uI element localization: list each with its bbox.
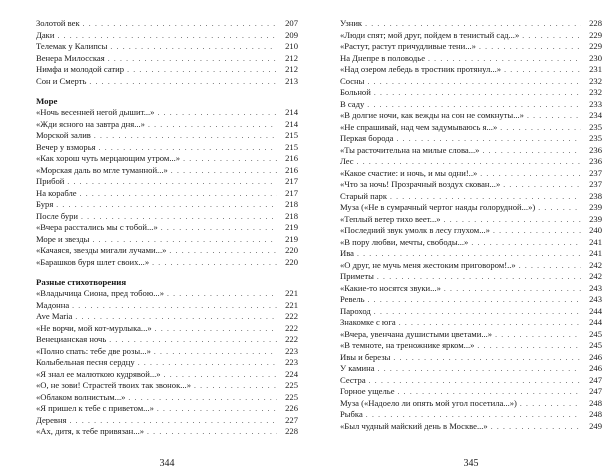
toc-entry — [340, 225, 602, 237]
section-heading: Разные стихотворения — [36, 277, 127, 287]
toc-entry — [36, 403, 298, 415]
entry-page-number: 216 — [285, 164, 298, 175]
entry-title: Море и звезды — [36, 233, 90, 244]
entry-page-number: 207 — [285, 18, 298, 28]
entry-title: «Как хорош чуть мерцающим утром...» — [36, 153, 181, 163]
dot-leader — [367, 76, 581, 88]
toc-entry — [36, 119, 298, 131]
toc-entry — [340, 18, 602, 30]
entry-page-number: 216 — [285, 153, 298, 163]
entry-title: «Был чудный майский день в Москве...» — [340, 420, 488, 431]
toc-entry — [36, 130, 298, 142]
entry-page-number: 246 — [589, 363, 602, 373]
dot-leader — [155, 323, 277, 335]
dot-leader — [152, 257, 277, 269]
entry-page-number: 248 — [589, 409, 602, 419]
toc-entry — [36, 30, 298, 42]
entry-title: «В темноте, на треножнике ярком...» — [340, 340, 475, 350]
entry-page-number: 245 — [589, 340, 602, 350]
entry-title: «Ты расточительна на милые слова...» — [340, 144, 480, 155]
entry-title: Горное ущелье — [340, 386, 395, 396]
entry-title: Старый парк — [340, 190, 387, 201]
dot-leader — [519, 260, 581, 272]
toc-entry — [340, 340, 602, 352]
dot-leader — [367, 99, 581, 111]
dot-leader — [109, 334, 277, 346]
toc-entry — [36, 176, 298, 188]
entry-title: «Люди спят; мой друг, пойдем в тенистый сад...» — [340, 29, 520, 40]
toc-entry — [340, 271, 602, 283]
entry-title: Морской залив — [36, 130, 91, 140]
entry-page-number: 248 — [589, 397, 602, 408]
entry-page-number: 229 — [589, 41, 602, 51]
entry-page-number: 239 — [589, 202, 602, 212]
entry-title: «Растут, растут причудливые тени...» — [340, 41, 476, 51]
dot-leader — [148, 119, 277, 131]
dot-leader — [398, 386, 581, 398]
toc-entry — [340, 53, 602, 65]
entry-page-number: 222 — [285, 322, 298, 333]
toc-entry — [36, 245, 298, 257]
toc-entry — [36, 380, 298, 392]
entry-title: После бури — [36, 210, 79, 221]
dot-leader — [393, 352, 581, 364]
toc-entry — [340, 191, 602, 203]
entry-title: Нимфа и молодой сатир — [36, 64, 125, 74]
entry-title: «О друг, не мучь меня жестоким приговором!..» — [340, 259, 516, 270]
toc-entry — [340, 202, 602, 214]
toc-entry — [340, 30, 602, 42]
page-number: 344 — [159, 458, 175, 469]
toc-entry — [36, 323, 298, 335]
entry-title: Колыбельная песня сердцу — [36, 357, 135, 367]
entry-title: Приметы — [340, 271, 374, 281]
dot-leader — [194, 380, 277, 392]
dot-leader — [365, 18, 581, 30]
entry-title: «Барашков буря шлет своих...» — [36, 256, 150, 267]
toc-entry — [340, 398, 602, 410]
entry-page-number: 241 — [589, 236, 602, 247]
dot-leader — [161, 222, 277, 234]
entry-title: «Жди ясного на завтра дня...» — [36, 118, 145, 129]
entry-page-number: 242 — [589, 271, 602, 281]
entry-page-number: 221 — [285, 299, 298, 310]
entry-title: «Что за ночь! Прозрачный воздух скован...» — [340, 179, 501, 189]
entry-title: Буря — [36, 199, 54, 209]
dot-leader — [374, 306, 581, 318]
entry-page-number: 215 — [285, 141, 298, 152]
toc-entry — [340, 283, 602, 295]
dot-leader — [482, 145, 581, 157]
section-heading: Море — [36, 96, 58, 106]
entry-page-number: 238 — [589, 190, 602, 201]
entry-title: Золотой век — [36, 18, 80, 28]
toc-entry — [36, 211, 298, 223]
toc-entry — [340, 421, 602, 433]
entry-page-number: 221 — [285, 288, 298, 298]
entry-title: Сестра — [340, 374, 366, 385]
dot-leader — [377, 271, 581, 283]
dot-leader — [538, 202, 581, 214]
dot-leader — [92, 234, 277, 246]
toc-entry — [36, 288, 298, 300]
entry-page-number: 210 — [285, 41, 298, 51]
entry-title: Деревня — [36, 414, 67, 425]
entry-page-number: 228 — [589, 18, 602, 28]
entry-page-number: 212 — [285, 52, 298, 63]
entry-page-number: 244 — [589, 305, 602, 316]
toc-entry — [36, 334, 298, 346]
dot-leader — [128, 392, 277, 404]
dot-leader — [493, 225, 581, 237]
entry-page-number: 213 — [285, 75, 298, 86]
toc-entry — [340, 41, 602, 53]
dot-leader — [157, 107, 277, 119]
dot-leader — [183, 153, 277, 165]
dot-leader — [366, 409, 581, 421]
toc-entry — [340, 64, 602, 76]
dot-leader — [491, 421, 581, 433]
entry-page-number: 231 — [589, 64, 602, 74]
entry-page-number: 249 — [589, 420, 602, 431]
entry-title: «Облаком волнистым...» — [36, 391, 126, 402]
page-number: 345 — [463, 458, 479, 469]
dot-leader — [390, 191, 581, 203]
entry-title: «Полно спать: тебе две розы...» — [36, 345, 151, 356]
entry-page-number: 214 — [285, 107, 298, 117]
entry-page-number: 247 — [589, 374, 602, 385]
dot-leader — [495, 329, 581, 341]
entry-title: Муза («Надоело ли опять мой угол посетила...») — [340, 397, 517, 408]
entry-title: Перкая борода — [340, 133, 394, 143]
entry-page-number: 217 — [285, 176, 298, 186]
toc-entry — [36, 392, 298, 404]
entry-page-number: 241 — [589, 248, 602, 258]
left-toc — [36, 18, 298, 438]
entry-page-number: 230 — [589, 52, 602, 63]
toc-entry — [340, 214, 602, 226]
entry-title: Ревель — [340, 294, 365, 304]
dot-leader — [154, 346, 277, 358]
entry-page-number: 225 — [285, 380, 298, 390]
entry-title: Муза («Не в сумрачный чертог наяды голорудной...») — [340, 202, 536, 212]
toc-entry — [36, 369, 298, 381]
entry-page-number: 218 — [285, 210, 298, 221]
toc-entry — [36, 199, 298, 211]
toc-entry — [340, 76, 602, 88]
entry-page-number: 232 — [589, 87, 602, 97]
entry-title: «Владычица Сиона, пред тобою...» — [36, 288, 164, 298]
toc-entry — [340, 99, 602, 111]
toc-entry — [36, 64, 298, 76]
entry-title: «Ночь весенней негой дышит...» — [36, 107, 155, 117]
dot-leader — [444, 214, 581, 226]
dot-leader — [504, 64, 581, 76]
entry-page-number: 225 — [285, 391, 298, 402]
entry-page-number: 247 — [589, 386, 602, 396]
entry-title: «Над озером лебедь в тростник протянул...» — [340, 64, 502, 74]
right-page — [340, 18, 602, 469]
entry-page-number: 218 — [285, 199, 298, 209]
entry-page-number: 222 — [285, 334, 298, 344]
dot-leader — [396, 133, 581, 145]
entry-page-number: 220 — [285, 256, 298, 267]
toc-entry — [36, 222, 298, 234]
dot-leader — [169, 245, 277, 257]
dot-leader — [138, 357, 277, 369]
entry-page-number: 227 — [285, 414, 298, 425]
entry-title: «Я знал ее малюткою кудрявой...» — [36, 368, 161, 379]
dot-leader — [70, 415, 277, 427]
dot-leader — [527, 110, 581, 122]
toc-entry — [36, 300, 298, 312]
toc-entry — [36, 18, 298, 30]
entry-page-number: 239 — [589, 213, 602, 224]
toc-entry — [340, 386, 602, 398]
toc-entry — [340, 306, 602, 318]
entry-title: Больной — [340, 87, 371, 97]
dot-leader — [378, 363, 581, 375]
dot-leader — [89, 76, 277, 88]
dot-leader — [522, 30, 581, 42]
dot-leader — [428, 53, 581, 65]
entry-title: На Днепре в половодье — [340, 52, 426, 63]
dot-leader — [110, 41, 277, 53]
dot-leader — [171, 165, 277, 177]
dot-leader — [83, 18, 277, 30]
toc-entry — [340, 375, 602, 387]
toc-entry — [340, 329, 602, 341]
toc-entry — [36, 53, 298, 65]
entry-page-number: 237 — [589, 179, 602, 189]
entry-page-number: 243 — [589, 294, 602, 304]
dot-leader — [81, 211, 277, 223]
entry-page-number: 228 — [285, 426, 298, 436]
entry-title: «Я пришел к тебе с приветом...» — [36, 403, 154, 413]
toc-entry — [36, 234, 298, 246]
entry-title: «В пору любви, мечты, свободы...» — [340, 236, 469, 247]
entry-title: «Ах, дитя, к тебе привязан...» — [36, 426, 145, 436]
dot-leader — [374, 87, 581, 99]
entry-title: Даки — [36, 29, 55, 40]
entry-title: «Какие-то носятся звуки...» — [340, 282, 441, 293]
dot-leader — [357, 156, 581, 168]
toc-entry — [340, 145, 602, 157]
dot-leader — [500, 122, 581, 134]
entry-title: Венера Милосская — [36, 52, 105, 63]
toc-entry — [36, 165, 298, 177]
dot-leader — [56, 199, 277, 211]
entry-title: Рыбка — [340, 409, 363, 419]
toc-entry — [340, 87, 602, 99]
entry-title: «Качаяся, звезды мигали лучами...» — [36, 245, 167, 255]
entry-page-number: 212 — [285, 64, 298, 74]
entry-page-number: 219 — [285, 222, 298, 232]
toc-entry — [36, 357, 298, 369]
toc-entry — [340, 363, 602, 375]
dot-leader — [57, 30, 277, 42]
toc-entry — [36, 346, 298, 358]
toc-entry — [36, 41, 298, 53]
entry-page-number: 240 — [589, 225, 602, 235]
entry-page-number: 224 — [285, 368, 298, 379]
dot-leader — [369, 375, 581, 387]
entry-title: Ивы и березы — [340, 351, 391, 362]
entry-page-number: 214 — [285, 118, 298, 129]
toc-entry — [36, 153, 298, 165]
toc-entry — [340, 317, 602, 329]
entry-page-number: 215 — [285, 130, 298, 140]
entry-page-number: 222 — [285, 311, 298, 321]
entry-page-number: 223 — [285, 345, 298, 356]
entry-title: Знакомке с юга — [340, 317, 396, 327]
entry-title: Ива — [340, 248, 354, 258]
entry-title: «В долгие ночи, как вежды на сон не сомкнуты...» — [340, 110, 524, 120]
dot-leader — [167, 288, 277, 300]
entry-title: Лес — [340, 156, 354, 166]
entry-page-number: 209 — [285, 29, 298, 40]
dot-leader — [72, 300, 277, 312]
dot-leader — [127, 64, 277, 76]
entry-title: Телемак у Калипсы — [36, 41, 108, 51]
toc-entry — [36, 107, 298, 119]
entry-title: «Теплый ветер тихо веет...» — [340, 213, 441, 224]
entry-title: Сосны — [340, 75, 365, 86]
toc-entry — [340, 248, 602, 260]
entry-page-number: 246 — [589, 351, 602, 362]
dot-leader — [399, 317, 581, 329]
right-toc — [340, 18, 602, 432]
toc-entry — [340, 352, 602, 364]
entry-page-number: 223 — [285, 357, 298, 367]
dot-leader — [480, 168, 581, 180]
dot-leader — [520, 398, 581, 410]
entry-page-number: 244 — [589, 317, 602, 327]
dot-leader — [80, 188, 277, 200]
dot-leader — [99, 142, 277, 154]
entry-page-number: 245 — [589, 328, 602, 339]
toc-entry — [36, 415, 298, 427]
toc-entry — [36, 426, 298, 438]
toc-entry — [340, 237, 602, 249]
dot-leader — [157, 403, 277, 415]
entry-title: Сон и Смерть — [36, 75, 87, 86]
toc-entry — [340, 179, 602, 191]
toc-entry — [36, 76, 298, 88]
entry-title: «Вчера расстались мы с тобой...» — [36, 222, 158, 232]
entry-title: «Морская даль во мгле туманной...» — [36, 164, 168, 175]
entry-title: На корабле — [36, 187, 77, 198]
dot-leader — [75, 311, 277, 323]
dot-leader — [357, 248, 581, 260]
entry-page-number: 220 — [285, 245, 298, 255]
dot-leader — [147, 426, 277, 438]
entry-title: Прибой — [36, 176, 65, 186]
dot-leader — [368, 294, 581, 306]
dot-leader — [471, 237, 581, 249]
toc-entry — [36, 311, 298, 323]
entry-title: У камина — [340, 363, 375, 373]
dot-leader — [477, 340, 581, 352]
entry-title: Пароход — [340, 305, 371, 316]
toc-entry — [340, 260, 602, 272]
toc-entry — [36, 142, 298, 154]
entry-title: Ave Maria — [36, 311, 73, 321]
entry-title: Мадонна — [36, 299, 70, 310]
left-page — [36, 18, 298, 469]
entry-page-number: 229 — [589, 29, 602, 40]
entry-title: В саду — [340, 98, 365, 109]
entry-page-number: 226 — [285, 403, 298, 413]
toc-entry — [340, 156, 602, 168]
toc-entry — [340, 133, 602, 145]
toc-entry — [340, 294, 602, 306]
entry-page-number: 235 — [589, 121, 602, 132]
toc-entry — [340, 110, 602, 122]
entry-page-number: 234 — [589, 110, 602, 120]
entry-page-number: 217 — [285, 187, 298, 198]
entry-page-number: 233 — [589, 98, 602, 109]
dot-leader — [67, 176, 277, 188]
entry-page-number: 236 — [589, 156, 602, 166]
entry-title: Венецианская ночь — [36, 334, 107, 344]
entry-title: «Не спрашивай, над чем задумываюсь я...» — [340, 121, 498, 132]
toc-entry — [36, 188, 298, 200]
entry-page-number: 219 — [285, 233, 298, 244]
entry-page-number: 237 — [589, 167, 602, 178]
dot-leader — [108, 53, 277, 65]
entry-page-number: 243 — [589, 282, 602, 293]
entry-title: «О, не зови! Страстей твоих так звонок...» — [36, 380, 191, 390]
dot-leader — [444, 283, 581, 295]
entry-page-number: 242 — [589, 259, 602, 270]
dot-leader — [164, 369, 277, 381]
entry-page-number: 236 — [589, 144, 602, 155]
dot-leader — [503, 179, 581, 191]
entry-title: Узник — [340, 18, 363, 28]
toc-entry — [36, 257, 298, 269]
entry-title: «Последний звук умолк в лесу глухом...» — [340, 225, 490, 235]
dot-leader — [479, 41, 581, 53]
entry-title: «Не ворчи, мой кот-мурлыка...» — [36, 322, 152, 333]
toc-entry — [340, 168, 602, 180]
dot-leader — [94, 130, 277, 142]
entry-title: «Какое счастие: и ночь, и мы одни!..» — [340, 167, 478, 178]
toc-entry — [340, 409, 602, 421]
entry-title: Вечер у взморья — [36, 141, 96, 152]
entry-page-number: 232 — [589, 75, 602, 86]
entry-page-number: 235 — [589, 133, 602, 143]
toc-entry — [340, 122, 602, 134]
entry-title: «Вчера, увенчана душистыми цветами...» — [340, 328, 493, 339]
